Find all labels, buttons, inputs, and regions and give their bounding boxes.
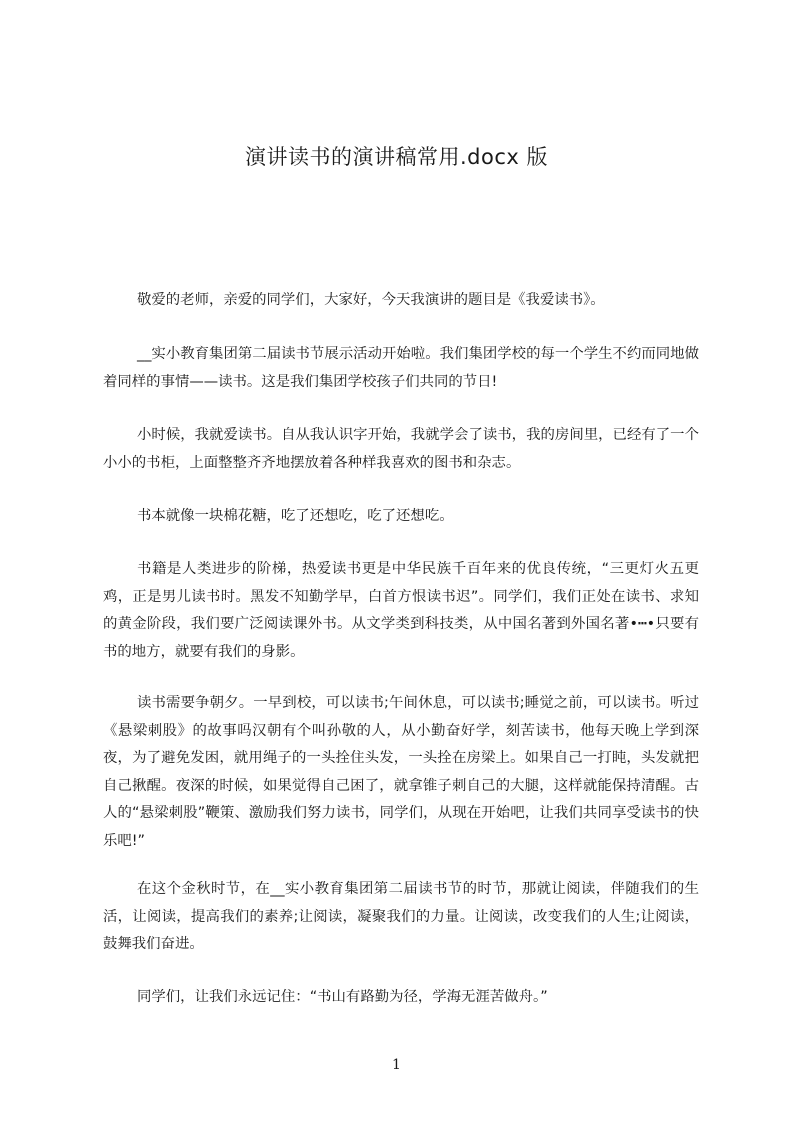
paragraph-cotton-candy: 书本就像一块棉花糖，吃了还想吃，吃了还想吃。 bbox=[137, 508, 454, 524]
paragraph-greeting: 敬爱的老师，亲爱的同学们，大家好，今天我演讲的题目是《我爱读书》。 bbox=[137, 292, 605, 308]
paragraph-reading-festival: __实小教育集团第二届读书节展示活动开始啦。我们集团学校的每一个学生不约而同地做着同样的事情——读书。这是我们集团学校孩子们共同的节日! bbox=[103, 346, 699, 390]
page-number: 1 bbox=[392, 1057, 401, 1073]
paragraph-golden-autumn: 在这个金秋时节，在__实小教育集团第二届读书节的时节，那就让阅读，伴随我们的生活，让阅读，提高我们的素养;让阅读，凝聚我们的力量。让阅读，改变我们的人生;让阅读，鼓舞我们奋进。 bbox=[103, 881, 699, 953]
document-title: 演讲读书的演讲稿常用.docx 版 bbox=[244, 145, 548, 169]
paragraph-ladder-of-progress: 书籍是人类进步的阶梯，热爱读书更是中华民族千百年来的优良传统，“三更灯火五更鸡，正是男儿读书时。黑发不知勤学早，白首方恨读书迟”。同学们，我们正处在读书、求知的黄金阶段，我们要广泛阅读课外书。从文学类到科技类，从中国名著到外国名著•┅•只要有书的地方，就要有我们的身影。 bbox=[103, 561, 699, 660]
paragraph-closing-quote: 同学们，让我们永远记住：“书山有路勤为径，学海无涯苦做舟。” bbox=[137, 989, 548, 1005]
paragraph-childhood: 小时候，我就爱读书。自从我认识字开始，我就学会了读书，我的房间里，已经有了一个小小的书柜，上面整整齐齐地摆放着各种样我喜欢的图书和杂志。 bbox=[103, 427, 699, 471]
paragraph-seize-the-day: 读书需要争朝夕。一早到校，可以读书;午间休息，可以读书;睡觉之前，可以读书。听过《悬梁刺股》的故事吗汉朝有个叫孙敬的人，从小勤奋好学，刻苦读书，他每天晚上学到深夜，为了避免发困，就用绳子的一头拴住头发，一头拴在房梁上。如果自己一打盹，头发就把自己揪醒。夜深的时候，如果觉得自己困了，就拿锥子刺自己的大腿，这样就能保持清醒。古人的“悬梁刺股”鞭策、激励我们努力读书，同学们，从现在开始吧，让我们共同享受读书的快乐吧!” bbox=[103, 695, 699, 849]
